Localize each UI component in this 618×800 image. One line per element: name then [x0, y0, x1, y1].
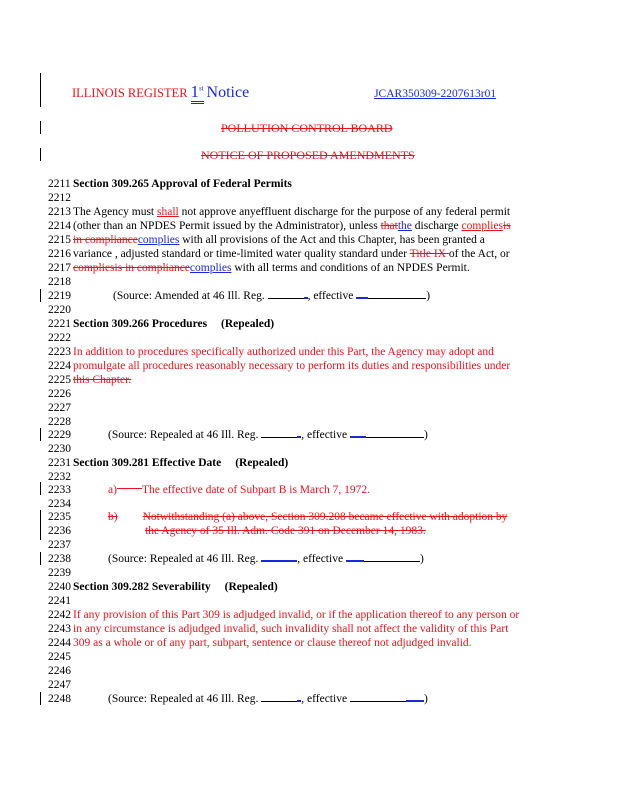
text-line: the Agency of 35 Ill. Adm. Code 391 on December 14, 1983.	[145, 525, 426, 537]
change-bar	[40, 692, 41, 705]
line-number: 2245	[48, 651, 71, 663]
board-name: POLLUTION CONTROL BOARD	[221, 121, 393, 135]
line-number: 2244	[48, 637, 71, 649]
change-bar	[40, 428, 41, 441]
source-note: (Source: Amended at 46 Ill. Reg. , effective )	[113, 290, 431, 302]
line-number: 2220	[48, 304, 71, 316]
line-number: 2211	[48, 178, 71, 190]
text-line: in any circumstance is adjudged invalid, such invalidity shall not affect the validity of this Part	[73, 623, 509, 635]
line-number: 2239	[48, 567, 71, 579]
line-number: 2248	[48, 693, 71, 705]
line-number: 2216	[48, 248, 71, 260]
line-number: 2219	[48, 290, 71, 302]
source-note: (Source: Repealed at 46 Ill. Reg. , effective )	[108, 429, 428, 441]
line-number: 2238	[48, 553, 71, 565]
line-number: 2232	[48, 471, 71, 483]
source-note: (Source: Repealed at 46 Ill. Reg. , effective )	[108, 693, 428, 705]
notice-label: Notice	[206, 84, 250, 101]
section-heading: Section 309.265 Approval of Federal Permits	[73, 178, 292, 190]
line-number: 2228	[48, 416, 71, 428]
text-line: In addition to procedures specifically authorized under this Part, the Agency may adopt and	[73, 346, 494, 358]
notice-title: NOTICE OF PROPOSED AMENDMENTS	[201, 148, 415, 162]
line-number: 2229	[48, 429, 71, 441]
line-number: 2222	[48, 332, 71, 344]
page-header	[72, 82, 496, 102]
change-bar	[40, 482, 41, 495]
line-number: 2225	[48, 374, 71, 386]
line-number: 2234	[48, 498, 71, 510]
line-number: 2241	[48, 595, 71, 607]
text-line: (other than an NPDES Permit issued by the Administrator), unless thatthe discharge compliesis	[73, 220, 511, 232]
change-bar	[40, 552, 41, 565]
change-bar	[40, 289, 41, 302]
line-number: 2214	[48, 220, 71, 232]
text-line: The Agency must shall not approve anyeffluent discharge for the purpose of any federal permit	[73, 206, 511, 218]
line-number: 2231	[48, 457, 71, 469]
change-bar	[40, 73, 41, 107]
notice-number: 1st	[191, 82, 204, 104]
change-bar	[40, 510, 41, 540]
line-number: 2215	[48, 234, 71, 246]
line-number: 2246	[48, 665, 71, 677]
text-line: promulgate all procedures reasonably necessary to perform its duties and responsibilities under	[73, 360, 511, 372]
line-number: 2227	[48, 402, 71, 414]
text-line: in compliancecomplies with all provisions of the Act and this Chapter, has been granted a	[73, 234, 485, 246]
line-number: 2247	[48, 679, 71, 691]
line-number: 2217	[48, 262, 71, 274]
line-number: 2235	[48, 511, 71, 523]
line-number: 2233	[48, 484, 71, 496]
line-number: 2226	[48, 388, 71, 400]
section-heading: Section 309.266 Procedures (Repealed)	[73, 318, 275, 330]
text-line: variance , adjusted standard or time-limited water quality standard under Title IX of the Act, or	[73, 248, 510, 260]
list-item: a) The effective date of Subpart B is March 7, 1972.	[108, 484, 371, 496]
line-number: 2212	[48, 192, 71, 204]
section-heading: Section 309.281 Effective Date (Repealed)	[73, 457, 289, 469]
line-number: 2224	[48, 360, 71, 372]
text-line: 309 as a whole or of any part, subpart, sentence or clause thereof not adjudged invalid.	[73, 637, 472, 649]
line-number: 2223	[48, 346, 71, 358]
source-note: (Source: Repealed at 46 Ill. Reg. , effective )	[108, 553, 424, 565]
line-number: 2213	[48, 206, 71, 218]
jcar-code: JCAR350309-2207613r01	[374, 88, 497, 100]
line-number: 2221	[48, 318, 71, 330]
line-number: 2243	[48, 623, 71, 635]
list-item: b) Notwithstanding (a) above, Section 309.208 became effective with adoption by	[108, 511, 508, 523]
line-number: 2230	[48, 443, 71, 455]
register-label: ILLINOIS REGISTER	[72, 86, 188, 100]
text-line: this Chapter.	[73, 374, 132, 386]
line-number: 2240	[48, 581, 71, 593]
line-number: 2237	[48, 539, 71, 551]
change-bar	[40, 148, 41, 161]
text-line: compliesis in compliancecomplies with all terms and conditions of an NPDES Permit.	[73, 262, 470, 274]
line-number: 2242	[48, 609, 71, 621]
line-number: 2236	[48, 525, 71, 537]
text-line: If any provision of this Part 309 is adjudged invalid, or if the application thereof to any person or	[73, 609, 520, 621]
change-bar	[40, 121, 41, 134]
section-heading: Section 309.282 Severability (Repealed)	[73, 581, 278, 593]
line-number: 2218	[48, 276, 71, 288]
